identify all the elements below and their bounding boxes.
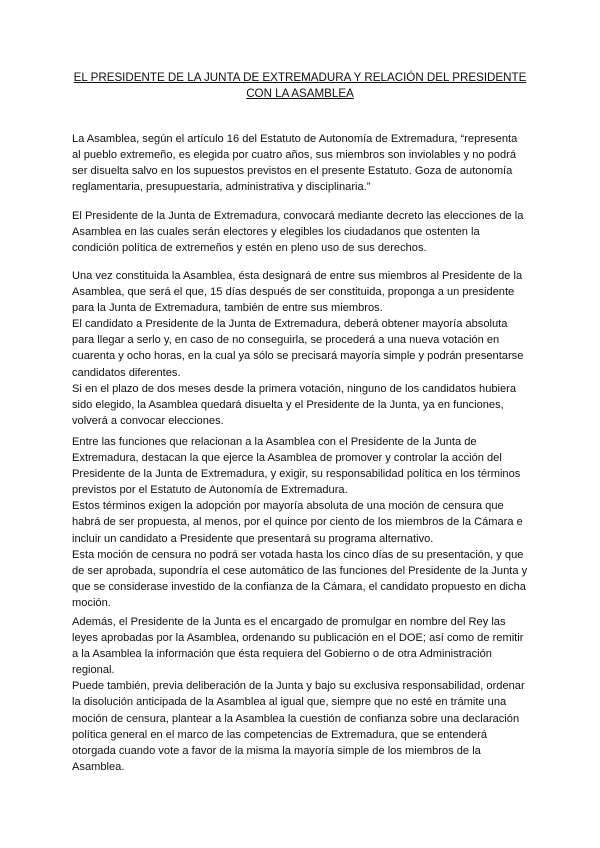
paragraph-convocatoria-elecciones [72, 208, 542, 256]
text-line: moción. [72, 596, 111, 609]
text-line: la disolución anticipada de la Asamblea al igual que, siempre que no esté en trámite una [72, 696, 507, 709]
text-line: a la Asamblea la información que ésta requiera del Gobierno o de otra Administración [72, 648, 492, 661]
text-line: Asamblea en las cuales serán electores y elegibles los ciudadanos que ostenten la [72, 226, 480, 239]
text-line: moción de censura, plantear a la Asamblea la cuestión de confianza sobre una declaración [72, 712, 520, 725]
text-line: cuarenta y ocho horas, en la cual ya sólo se precisará mayoría simple y podrán presentarse [72, 350, 524, 363]
paragraph-asamblea-definicion [72, 131, 542, 195]
text-line: Asamblea. [72, 760, 125, 773]
text-line: Una vez constituida la Asamblea, ésta designará de entre sus miembros al Presidente de la [72, 270, 523, 282]
text-line: de ser aprobada, supondría el cese automático de las funciones del Presidente de la Junta y [72, 564, 528, 577]
title-line: EL PRESIDENTE DE LA JUNTA DE EXTREMADURA Y RELACIÓN DEL PRESIDENTE [73, 71, 527, 84]
text-line: leyes aprobadas por la Asamblea, ordenando su publicación en el DOE; así como de remitir [72, 632, 524, 645]
document-title [60, 70, 540, 102]
text-line: para la Junta de Extremadura, también de entre sus miembros. [72, 302, 383, 315]
text-line: Esta moción de censura no podrá ser votada hasta los cinco días de su presentación, y que [72, 548, 524, 561]
text-line: habrá de ser propuesta, al menos, por el quince por ciento de los miembros de la Cámara e [72, 516, 523, 529]
text-line: para llegar a serlo y, en caso de no conseguirla, se procederá a una nueva votación en [72, 334, 500, 347]
text-line: candidatos diferentes. [72, 366, 181, 379]
text-line: Además, el Presidente de la Junta es el encargado de promulgar en nombre del Rey las [72, 616, 506, 628]
title-line: CON LA ASAMBLEA [246, 87, 354, 100]
text-line: reglamentaria, presupuestaria, administrativa y disciplinaria.” [72, 181, 371, 194]
text-line: La Asamblea, según el artículo 16 del Estatuto de Autonomía de Extremadura, “representa [72, 133, 518, 145]
text-line: Asamblea, que será el que, 15 días después de ser constituida, proponga a un presidente [72, 286, 515, 299]
text-line: incluir un candidato a Presidente que presentará su programa alternativo. [72, 532, 434, 545]
text-line: El candidato a Presidente de la Junta de Extremadura, deberá obtener mayoría absoluta [72, 318, 508, 331]
paragraph-funciones-presidente [72, 614, 542, 775]
text-line: Si en el plazo de dos meses desde la primera votación, ninguno de los candidatos hubiera [72, 382, 517, 395]
text-line: Presidente de la Junta de Extremadura, y exigir, su responsabilidad política en los términos [72, 468, 521, 481]
text-line: Puede también, previa deliberación de la Junta y bajo su exclusiva responsabilidad, ordenar [72, 680, 525, 693]
text-line: El Presidente de la Junta de Extremadura, convocará mediante decreto las elecciones de la [72, 210, 524, 222]
text-line: al pueblo extremeño, es elegida por cuatro años, sus miembros son inviolables y no podrá [72, 149, 517, 162]
text-line: sido elegido, la Asamblea quedará disuelta y el Presidente de la Junta, ya en funciones, [72, 398, 504, 411]
paragraph-mocion-censura [72, 434, 542, 611]
text-line: política general en el marco de las competencias de Extremadura, que se entenderá [72, 728, 488, 741]
text-line: condición política de extremeños y estén en pleno uso de sus derechos. [72, 242, 427, 255]
text-line: Estos términos exigen la adopción por mayoría absoluta de una moción de censura que [72, 500, 504, 513]
text-line: que se considerase investido de la confianza de la Cámara, el candidato propuesto en dicha [72, 580, 526, 593]
text-line: Entre las funciones que relacionan a la Asamblea con el Presidente de la Junta de [72, 436, 477, 448]
text-line: previstos por el Estatuto de Autonomía de Extremadura. [72, 484, 348, 497]
text-line: volverá a convocar elecciones. [72, 414, 224, 427]
paragraph-eleccion-presidente [72, 268, 542, 429]
text-line: Extremadura, destacan la que ejerce la Asamblea de promover y controlar la acción del [72, 452, 502, 465]
text-line: regional. [72, 664, 115, 677]
text-line: otorgada cuando vote a favor de la misma la mayoría simple de los miembros de la [72, 744, 481, 757]
text-line: ser disuelta salvo en los supuestos previstos en el presente Estatuto. Goza de autonomía [72, 165, 513, 178]
